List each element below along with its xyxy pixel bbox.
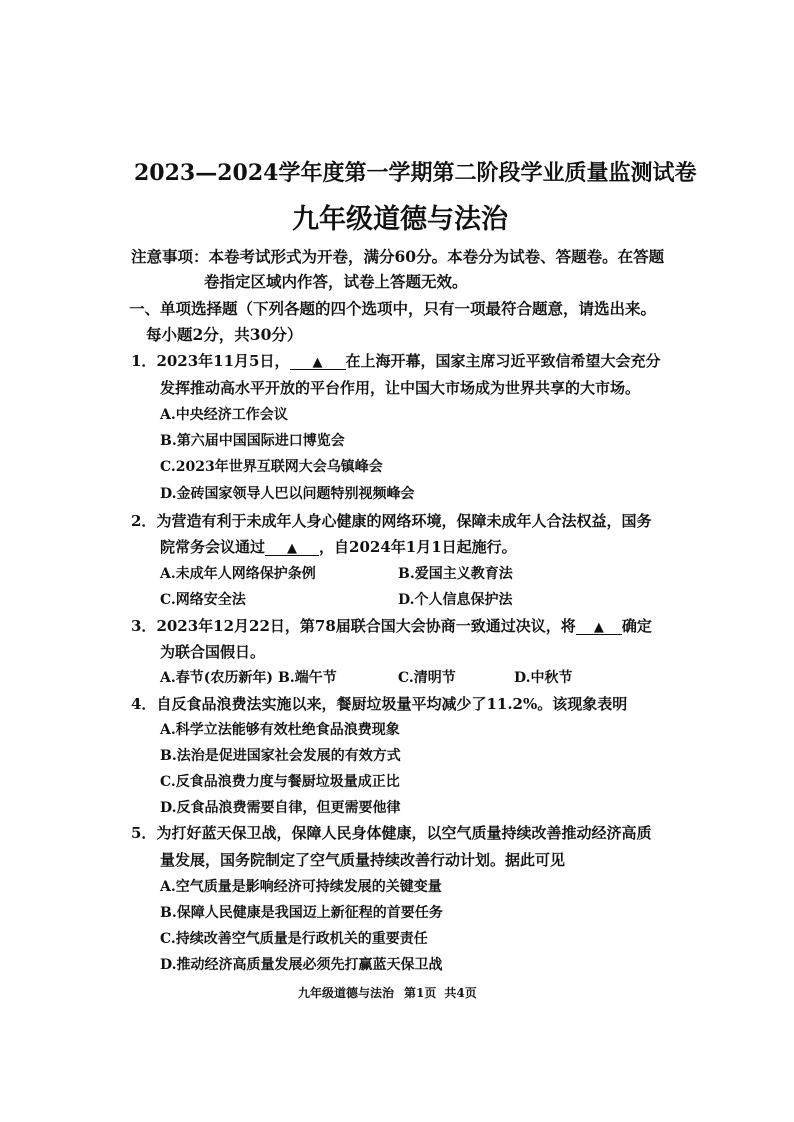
page-footer (298, 987, 477, 999)
question-3-number: 3． (131, 617, 157, 635)
option-2a: A.未成年人网络保护条例 (160, 566, 316, 582)
option-5d: D.推动经济高质量发展必须先打赢蓝天保卫战 (160, 957, 443, 973)
notice-text-1: 本卷考试形式为开卷，满分60分。本卷分为试卷、答题卷。在答题 (208, 247, 665, 266)
answer-blank (290, 354, 346, 370)
question-3-line-2: 为联合国假日。 (160, 643, 266, 661)
question-2-text: 为营造有利于未成年人身心健康的网络环境，保障未成年人合法权益，国务 (156, 512, 652, 530)
exam-subtitle: 九年级道德与法治 (292, 204, 508, 235)
footer-subject: 九年级道德与法治 (298, 986, 395, 1000)
section-heading-line-2: 每小题2分，共30分） (146, 325, 303, 344)
option-3b: B.端午节 (278, 670, 337, 686)
option-2d: D.个人信息保护法 (398, 592, 513, 608)
question-2-text: 院常务会议通过 (160, 538, 266, 556)
option-5c: C.持续改善空气质量是行政机关的重要责任 (160, 931, 428, 947)
question-1-line-1 (131, 354, 661, 370)
question-3-text: 确定 (621, 617, 652, 635)
notice-label: 注意事项： (131, 247, 209, 266)
question-1-text: 在上海开幕，国家主席习近平致信希望大会充分 (345, 352, 661, 370)
footer-total: 共4页 (444, 986, 477, 1000)
question-2-number: 2． (131, 512, 157, 530)
question-4-text: 自反食品浪费法实施以来，餐厨垃圾量平均减少了11.2%。该现象表明 (156, 695, 628, 713)
triangle-icon: ▲ (593, 620, 604, 635)
question-5-line-2: 量发展，国务院制定了空气质量持续改善行动计划。据此可见 (160, 851, 566, 869)
notice-line-2: 卷指定区域内作答，试卷上答题无效。 (204, 272, 468, 291)
option-3a: A.春节(农历新年) (160, 670, 273, 686)
exam-title: 2023—2024学年度第一学期第二阶段学业质量监测试卷 (134, 160, 697, 186)
triangle-icon: ▲ (287, 541, 298, 556)
option-2c: C.网络安全法 (160, 592, 246, 608)
option-1b: B.第六届中国国际进口博览会 (160, 433, 345, 449)
footer-page: 第1页 (404, 986, 437, 1000)
option-5b: B.保障人民健康是我国迈上新征程的首要任务 (160, 905, 443, 921)
option-1d: D.金砖国家领导人巴以问题特别视频峰会 (160, 486, 415, 502)
question-1-line-2: 发挥推动高水平开放的平台作用，让中国大市场成为世界共享的大市场。 (160, 379, 641, 397)
option-4d: D.反食品浪费需要自律，但更需要他律 (160, 800, 401, 816)
answer-blank (576, 619, 622, 635)
option-4c: C.反食品浪费力度与餐厨垃圾量成正比 (160, 774, 400, 790)
question-1-number: 1． (131, 352, 157, 370)
question-4-number: 4． (131, 695, 157, 713)
question-5-number: 5． (131, 824, 157, 842)
question-3-line-1 (131, 619, 652, 635)
question-3-text: 2023年12月22日，第78届联合国大会协商一致通过决议，将 (156, 617, 576, 635)
section-heading-line-1: 一、单项选择题（下列各题的四个选项中，只有一项最符合题意，请选出来。 (129, 299, 657, 318)
option-4a: A.科学立法能够有效杜绝食品浪费现象 (160, 722, 400, 738)
option-4b: B.法治是促进国家社会发展的有效方式 (160, 748, 401, 764)
question-5-line-1 (131, 826, 651, 841)
option-1a: A.中央经济工作会议 (160, 407, 288, 423)
option-3d: D.中秋节 (514, 670, 573, 686)
option-1c: C.2023年世界互联网大会乌镇峰会 (160, 459, 383, 475)
answer-blank (265, 540, 319, 556)
question-1-text: 2023年11月5日， (156, 352, 290, 370)
option-2b: B.爱国主义教育法 (398, 566, 513, 582)
question-5-text: 为打好蓝天保卫战，保障人民身体健康，以空气质量持续改善推动经济高质 (156, 824, 652, 842)
option-3c: C.清明节 (398, 670, 456, 686)
option-5a: A.空气质量是影响经济可持续发展的关键变量 (160, 879, 442, 895)
notice-line-1 (131, 249, 664, 265)
question-2-line-2 (160, 540, 517, 556)
question-4-line-1 (131, 697, 627, 712)
question-2-line-1 (131, 514, 651, 529)
triangle-icon: ▲ (312, 355, 323, 370)
question-2-text: ，自2024年1月1日起施行。 (319, 538, 517, 556)
